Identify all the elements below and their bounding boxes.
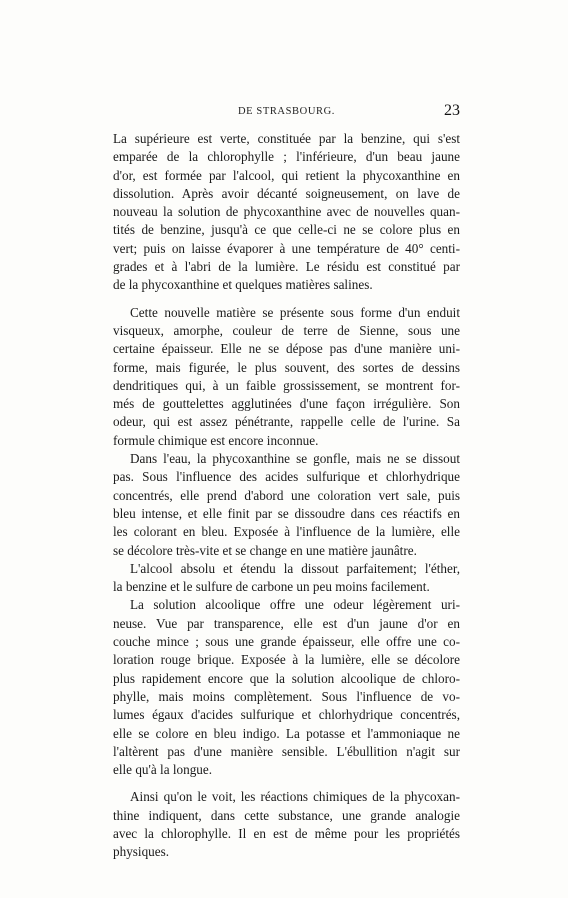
text-line: thine indiquent, dans cette substance, une grande analogie bbox=[113, 807, 460, 823]
paragraph-solution bbox=[113, 596, 460, 779]
paragraph-continuation bbox=[113, 130, 460, 295]
paragraph-alcohol bbox=[113, 560, 460, 597]
text-line: Dans l'eau, la phycoxanthine se gonfle, mais ne se dissout bbox=[130, 451, 460, 467]
text-line: Ainsi qu'on le voit, les réactions chimiques de la phycoxan- bbox=[130, 789, 460, 805]
text-line: nouveau la solution de phycoxanthine avec de nouvelles quan- bbox=[113, 204, 460, 220]
text-line: concentrés, elle prend d'abord une coloration vert sale, puis bbox=[113, 487, 460, 503]
text-line: dendritiques qui, à un faible grossissement, se montrent for- bbox=[113, 377, 460, 393]
text-line: pas. Sous l'influence des acides sulfurique et chlorhydrique bbox=[113, 469, 460, 485]
text-line: loration rouge brique. Exposée à la lumière, elle se décolore bbox=[113, 652, 460, 668]
text-line: forme, mais figurée, le plus souvent, des sortes de dessins bbox=[113, 359, 460, 375]
text-line: bleu intense, et elle finit par se dissoudre dans ces réactifs en bbox=[113, 505, 460, 521]
text-line: l'altèrent pas d'une manière sensible. L'ébullition n'agit sur bbox=[113, 743, 460, 759]
text-line: visqueux, amorphe, couleur de terre de Sienne, sous une bbox=[113, 322, 460, 338]
text-line: la benzine et le sulfure de carbone un peu moins facilement. bbox=[113, 579, 430, 595]
text-line: formule chimique est encore inconnue. bbox=[113, 432, 319, 448]
paragraph-conclusion bbox=[113, 788, 460, 861]
text-line: Cette nouvelle matière se présente sous forme d'un enduit bbox=[130, 304, 460, 320]
text-line: certaine épaisseur. Elle ne se dépose pas d'une manière uni- bbox=[113, 341, 460, 357]
text-line: phylle, mais moins complètement. Sous l'influence de vo- bbox=[113, 688, 460, 704]
paragraph-description bbox=[113, 304, 460, 450]
text-line: elle se colore en bleu indigo. La potasse et l'ammoniaque ne bbox=[113, 725, 460, 741]
text-line: couche mince ; sous une grande épaisseur, elle offre une co- bbox=[113, 634, 460, 650]
text-line: les colorant en bleu. Exposée à l'influence de la lumière, elle bbox=[113, 524, 460, 540]
body-text bbox=[113, 130, 460, 862]
text-line: vert; puis on laisse évaporer à une température de 40° centi- bbox=[113, 240, 460, 256]
running-head: DE STRASBOURG. bbox=[237, 106, 336, 117]
text-line: La solution alcoolique offre une odeur légèrement uri- bbox=[130, 597, 460, 613]
text-line: physiques. bbox=[113, 844, 170, 860]
text-line: lumes égaux d'acides sulfurique et chlorhydrique concentrés, bbox=[113, 707, 460, 723]
text-line: plus rapidement encore que la solution alcoolique de chloro- bbox=[113, 670, 460, 686]
text-line: més de gouttelettes agglutinées d'une façon irrégulière. Son bbox=[113, 396, 460, 412]
text-line: emparée de la chlorophylle ; l'inférieure, d'un beau jaune bbox=[113, 149, 460, 165]
text-line: dissolution. Après avoir décanté soigneusement, on lave de bbox=[113, 185, 460, 201]
text-line: d'or, est formée par l'alcool, qui retient la phycoxanthine en bbox=[113, 167, 460, 183]
page-number: 23 bbox=[444, 102, 460, 119]
page-header bbox=[113, 104, 460, 124]
text-line: tités de benzine, jusqu'à ce que celle-ci ne se colore plus en bbox=[113, 222, 460, 238]
text-line: de la phycoxanthine et quelques matières salines. bbox=[113, 277, 373, 293]
paragraph-water bbox=[113, 450, 460, 560]
text-line: elle qu'à la longue. bbox=[113, 762, 213, 778]
text-line: La supérieure est verte, constituée par la benzine, qui s'est bbox=[113, 131, 460, 146]
text-line: grades et à l'abri de la lumière. Le résidu est constitué par bbox=[113, 259, 460, 275]
text-line: neuse. Vue par transparence, elle est d'un jaune d'or en bbox=[113, 615, 460, 631]
text-line: se décolore très-vite et se change en une matière jaunâtre. bbox=[113, 542, 417, 558]
text-line: L'alcool absolu et étendu la dissout parfaitement; l'éther, bbox=[130, 560, 460, 576]
text-line: avec la chlorophylle. Il en est de même pour les propriétés bbox=[113, 825, 460, 841]
text-line: odeur, qui est assez pénétrante, rappelle celle de l'urine. Sa bbox=[113, 414, 460, 430]
